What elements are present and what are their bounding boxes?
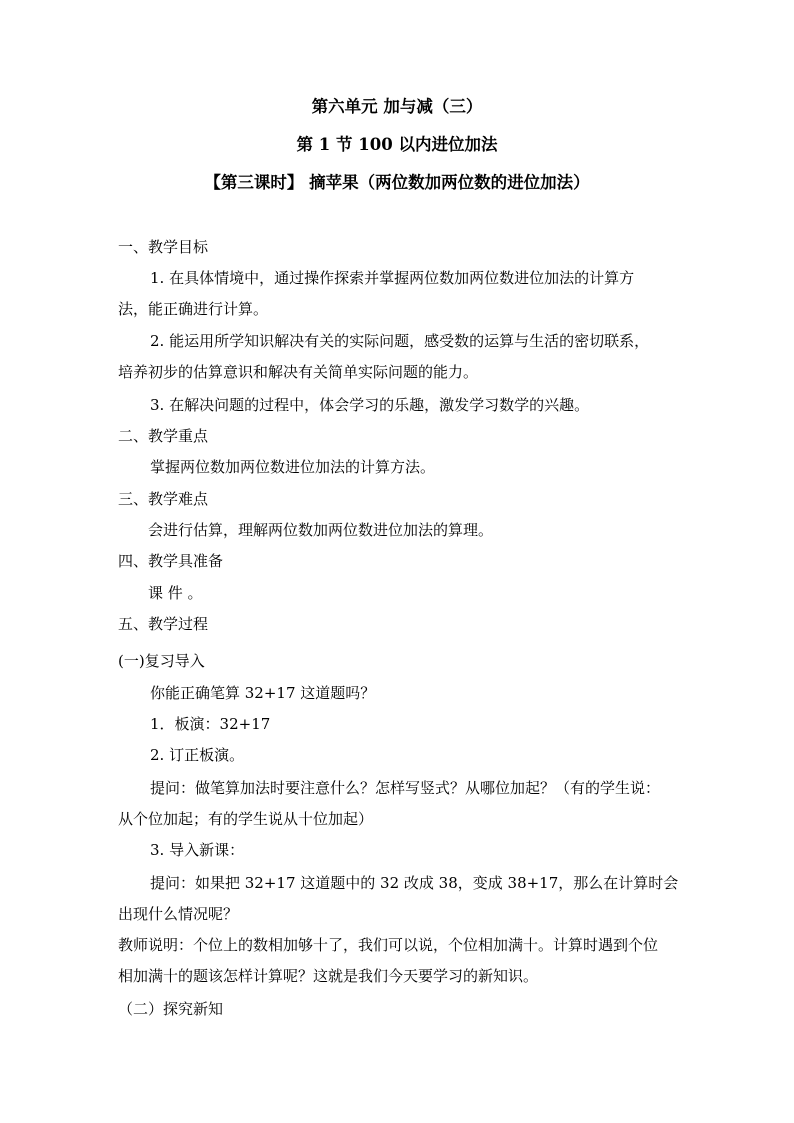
section-heading-process: 五、教学过程: [118, 615, 209, 633]
difficulties-text: 会进行估算，理解两位数加两位数进位加法的算理。: [148, 521, 494, 539]
review-step-2: 2. 订正板演。: [150, 746, 245, 764]
teacher-note-line-2: 相加满十的题该怎样计算呢？这就是我们今天要学习的新知识。: [118, 967, 539, 985]
new-lesson-prompt-line-2: 出现什么情况呢？: [118, 905, 239, 923]
key-points-text: 掌握两位数加两位数进位加法的计算方法。: [150, 458, 436, 476]
review-prompt-line-1: 提问：做笔算加法时要注意什么？怎样写竖式？从哪位加起？（有的学生说：: [150, 779, 661, 797]
new-lesson-prompt-line-1: 提问：如果把 32+17 这道题中的 32 改成 38，变成 38+17，那么在计算时会: [150, 874, 679, 892]
section-heading-key-points: 二、教学重点: [118, 427, 209, 445]
review-prompt-line-2: 从个位加起；有的学生说从十位加起）: [118, 810, 374, 828]
teacher-note-line-1: 教师说明：个位上的数相加够十了，我们可以说，个位相加满十。计算时遇到个位: [118, 936, 659, 954]
review-step-1: 1．板演：32+17: [150, 715, 271, 733]
materials-text: 课 件 。: [148, 584, 203, 602]
section-title: 第 1 节 100 以内进位加法: [296, 135, 498, 154]
part-heading-explore: （二）探究新知: [118, 1000, 224, 1018]
section-heading-objectives: 一、教学目标: [118, 238, 209, 256]
review-question: 你能正确笔算 32+17 这道题吗？: [150, 684, 376, 702]
part-heading-review: (一)复习导入: [118, 652, 205, 670]
objective-1-line-2: 法，能正确进行计算。: [118, 300, 269, 318]
objective-3: 3. 在解决问题的过程中，体会学习的乐趣，激发学习数学的兴趣。: [150, 396, 590, 414]
objective-2-line-1: 2. 能运用所学知识解决有关的实际问题，感受数的运算与生活的密切联系，: [150, 332, 650, 350]
section-heading-materials: 四、教学具准备: [118, 552, 224, 570]
unit-title: 第六单元 加与减（三）: [311, 97, 483, 116]
review-step-3: 3. 导入新课：: [150, 841, 245, 859]
lesson-title: 【第三课时】 摘苹果（两位数加两位数的进位加法）: [204, 173, 590, 192]
objective-2-line-2: 培养初步的估算意识和解决有关简单实际问题的能力。: [118, 363, 479, 381]
section-heading-difficulties: 三、教学难点: [118, 490, 209, 508]
objective-1-line-1: 1. 在具体情境中，通过操作探索并掌握两位数加两位数进位加法的计算方: [150, 269, 635, 287]
